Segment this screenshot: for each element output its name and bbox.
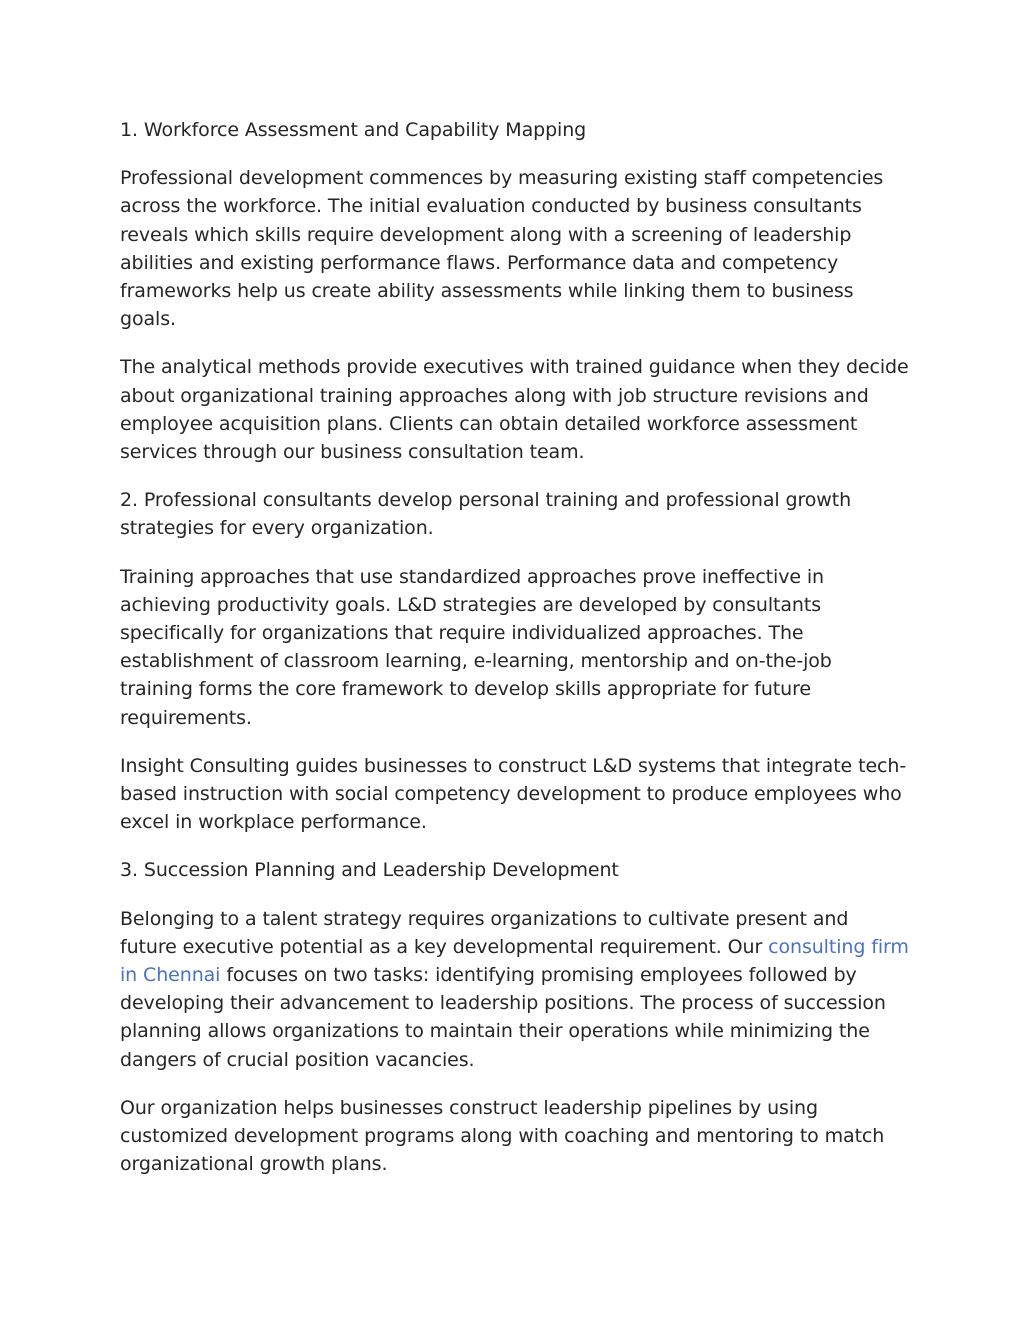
document-page xyxy=(120,116,910,1199)
section-3-paragraph-1 xyxy=(120,905,910,1074)
section-3-heading: 3. Succession Planning and Leadership Development xyxy=(120,859,619,882)
section-1-heading: 1. Workforce Assessment and Capability Mapping xyxy=(120,119,587,141)
section-2-paragraph-1: Training approaches that use standardized approaches prove ineffective in achieving productivity goals. L&D strategies are developed by consultants specifically for organizations that require individualized approaches. The establishment of classroom learning, e-learning, mentorship and on-the-job training forms the core framework to develop skills appropriate for future requirements. xyxy=(120,565,832,729)
section-2-paragraph-2: Insight Consulting guides businesses to construct L&D systems that integrate tech-based instruction with social competency development to produce employees who excel in workplace performance. xyxy=(120,754,907,834)
section-2-heading: 2. Professional consultants develop personal training and professional growth strategies for every organization. xyxy=(120,489,852,540)
section-1-paragraph-1: Professional development commences by measuring existing staff competencies across the workforce. The initial evaluation conducted by business consultants reveals which skills require development along with a screening of leadership abilities and existing performance flaws. Performance data and competency frameworks help us create ability assessments while linking them to business goals. xyxy=(120,167,884,331)
section-3-paragraph-1-text-before: Belonging to a talent strategy requires organizations to cultivate present and future executive potential as a key developmental requirement. Our xyxy=(120,907,849,958)
section-3-paragraph-1-text-after: focuses on two tasks: identifying promising employees followed by developing their advancement to leadership positions. The process of succession planning allows organizations to maintain their operations while minimizing the dangers of crucial position vacancies. xyxy=(120,964,886,1071)
consulting-firm-link[interactable]: consulting firm in Chennai xyxy=(120,935,909,987)
section-1-paragraph-2: The analytical methods provide executives with trained guidance when they decide about organizational training approaches along with job structure revisions and employee acquisition plans. Clients can obtain detailed workforce assessment services through our business consultation team. xyxy=(120,356,909,464)
section-3-paragraph-2: Our organization helps businesses construct leadership pipelines by using customized development programs along with coaching and mentoring to match organizational growth plans. xyxy=(120,1096,885,1176)
